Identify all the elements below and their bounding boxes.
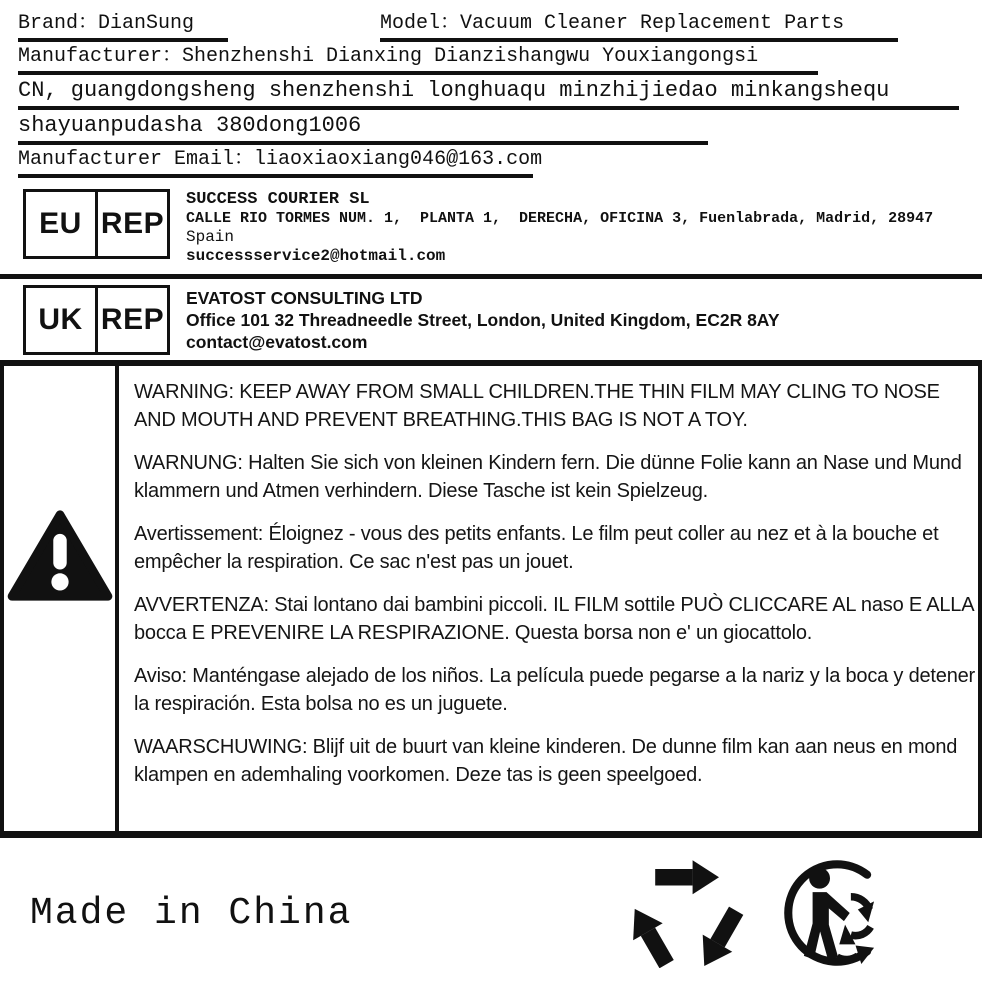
warning-text-en: WARNING: KEEP AWAY FROM SMALL CHILDREN.THE THIN FILM MAY CLING TO NOSE AND MOUTH AND PREVENT BREATHING.THIS BAG IS NOT A TOY. <box>134 381 940 431</box>
warning-section <box>0 366 982 838</box>
manufacturer-row <box>18 46 982 75</box>
recycling-icons <box>628 855 890 971</box>
uk-rep-badge-right: REP <box>100 303 165 336</box>
eu-rep-company: SUCCESS COURIER SL <box>186 190 370 209</box>
divider-line <box>0 274 982 279</box>
warning-triangle-icon <box>7 508 113 604</box>
eu-rep-badge-right: REP <box>100 207 165 240</box>
made-in-china-text: Made in China <box>30 891 353 935</box>
uk-rep-email: contact@evatost.com <box>186 332 368 352</box>
uk-rep-details <box>186 285 780 355</box>
uk-rep-badge <box>23 285 170 355</box>
uk-rep-company: EVATOST CONSULTING LTD <box>186 288 423 308</box>
eu-rep-section <box>0 189 982 266</box>
warning-text-it: AVVERTENZA: Stai lontano dai bambini piccoli. IL FILM sottile PUÒ CLICCARE AL naso E ALLA bocca E PREVENIRE LA RESPIRAZIONE. Questa borsa non e' un giocattolo. <box>134 594 974 644</box>
model-text: Model：Vacuum Cleaner Replacement Parts <box>380 13 898 42</box>
uk-rep-section <box>0 285 982 355</box>
eu-rep-address: CALLE RIO TORMES NUM. 1, PLANTA 1, DERECHA, OFICINA 3, Fuenlabrada, Madrid, 28947 <box>186 210 934 227</box>
manufacturer-address-line1: CN, guangdongsheng shenzhenshi longhuaqu minzhijiedao minkangshequ <box>18 79 959 110</box>
eu-rep-badge-left: EU <box>26 192 98 256</box>
uk-rep-badge-left: UK <box>26 288 98 352</box>
footer-section <box>0 838 982 982</box>
uk-rep-address: Office 101 32 Threadneedle Street, London, United Kingdom, EC2R 8AY <box>186 310 780 330</box>
triman-recycling-icon <box>770 855 890 971</box>
warning-text-cell <box>119 366 978 831</box>
manufacturer-address-line2: shayuanpudasha 380dong1006 <box>18 114 708 145</box>
manufacturer-email-text: Manufacturer Email：liaoxiaoxiang046@163.com <box>18 149 533 178</box>
warning-text-es: Aviso: Manténgase alejado de los niños. La película puede pegarse a la nariz y la boca y detener la respiración. Esta bolsa no es un juguete. <box>134 665 976 715</box>
recycling-mobius-icon <box>628 858 744 968</box>
warning-text-fr: Avertissement: Éloignez - vous des petits enfants. Le film peut coller au nez et à la bouche et empêcher la respiration. Ce sac n'est pas un jouet. <box>134 523 939 573</box>
manufacturer-text: Manufacturer：Shenzhenshi Dianxing Dianzishangwu Youxiangongsi <box>18 46 818 75</box>
warning-icon-cell <box>4 366 119 831</box>
eu-rep-badge <box>23 189 170 259</box>
warning-text-nl: WAARSCHUWING: Blijf uit de buurt van kleine kinderen. De dunne film kan aan neus en mond klampen en ademhaling voorkomen. Deze tas is geen speelgoed. <box>134 736 958 786</box>
eu-rep-email: successservice2@hotmail.com <box>186 247 446 265</box>
email-row <box>18 149 982 178</box>
warning-text-de: WARNUNG: Halten Sie sich von kleinen Kindern fern. Die dünne Folie kann an Nase und Mund klammern und Atmen verhindern. Diese Tasche ist kein Spielzeug. <box>134 452 962 502</box>
manufacturer-info-block <box>0 0 982 178</box>
eu-rep-country: Spain <box>186 228 235 246</box>
address-row-1 <box>18 79 982 110</box>
brand-text: Brand：DianSung <box>18 13 228 42</box>
address-row-2 <box>18 114 982 145</box>
brand-model-row <box>18 13 982 42</box>
eu-rep-details <box>186 189 933 266</box>
